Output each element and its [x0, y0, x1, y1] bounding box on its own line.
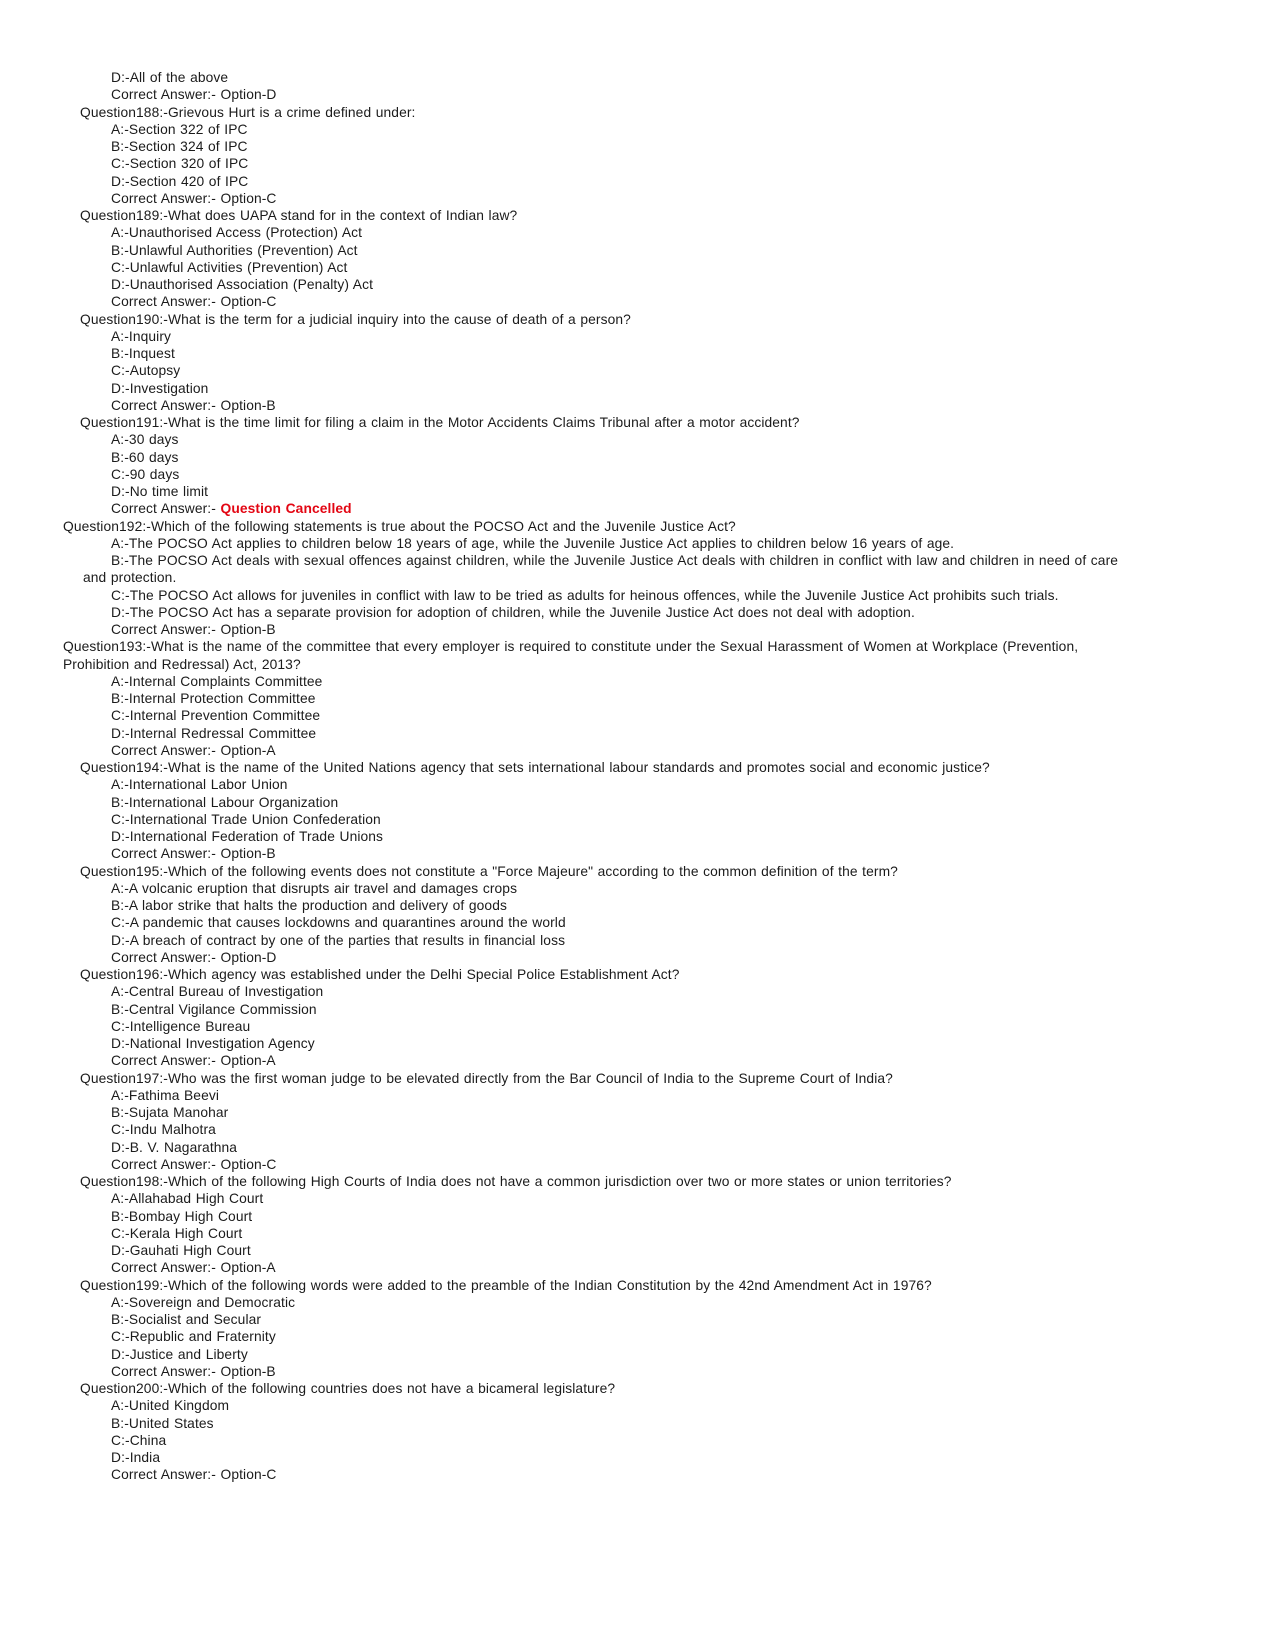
option-line: A:-Allahabad High Court — [111, 1191, 264, 1207]
option-line: C:-A pandemic that causes lockdowns and quarantines around the world — [111, 915, 566, 931]
answer-value: Option-B — [220, 1363, 276, 1379]
question-line: Question200:-Which of the following countries does not have a bicameral legislature? — [80, 1381, 616, 1396]
question-line: Question191:-What is the time limit for filing a claim in the Motor Accidents Claims Tribunal after a motor accident? — [80, 415, 800, 430]
option-line: B:-Sujata Manohar — [111, 1105, 229, 1120]
question-line: Prohibition and Redressal) Act, 2013? — [63, 656, 301, 672]
option-line: B:-United States — [111, 1415, 214, 1431]
answer-line — [0, 949, 1275, 966]
answer-label: Correct Answer:- — [111, 397, 216, 413]
option-line: D:-All of the above — [111, 70, 229, 85]
question-line: Question192:-Which of the following statements is true about the POCSO Act and the Juvenile Justice Act? — [63, 518, 736, 534]
option-line: D:-Section 420 of IPC — [111, 173, 249, 189]
answer-line — [0, 293, 1275, 310]
answer-value: Option-B — [220, 846, 276, 862]
option-line: C:-Indu Malhotra — [111, 1122, 216, 1138]
option-line: B:-International Labour Organization — [111, 794, 339, 810]
option-line: A:-Internal Complaints Committee — [111, 673, 323, 689]
question-line: Question197:-Who was the first woman judge to be elevated directly from the Bar Council of India to the Supreme Court of India? — [80, 1070, 893, 1086]
option-line: C:-China — [111, 1432, 167, 1448]
option-line: C:-Kerala High Court — [111, 1225, 243, 1241]
option-line: A:-Central Bureau of Investigation — [111, 984, 324, 1000]
answer-value: Option-C — [220, 1156, 277, 1172]
answer-label: Correct Answer:- — [111, 1467, 216, 1483]
answer-label: Correct Answer:- — [111, 1156, 216, 1172]
answer-label: Correct Answer:- — [111, 501, 216, 517]
option-line: A:-A volcanic eruption that disrupts air travel and damages crops — [111, 880, 518, 896]
option-line: C:-90 days — [111, 466, 180, 482]
answer-value: Option-C — [220, 1467, 277, 1483]
option-line: A:-Inquiry — [111, 328, 172, 344]
option-line: B:-Internal Protection Committee — [111, 691, 316, 706]
question-line: Question194:-What is the name of the United Nations agency that sets international labour standards and promotes social and economic justice? — [80, 760, 990, 775]
option-line: D:-International Federation of Trade Unions — [111, 829, 384, 844]
option-line: B:-Section 324 of IPC — [111, 139, 248, 154]
option-line: D:-No time limit — [111, 484, 209, 499]
option-line: C:-International Trade Union Confederation — [111, 811, 381, 827]
option-line: D:-A breach of contract by one of the parties that results in financial loss — [111, 932, 566, 948]
answer-label: Correct Answer:- — [111, 846, 216, 862]
option-line: B:-Bombay High Court — [111, 1208, 253, 1224]
answer-label: Correct Answer:- — [111, 742, 216, 758]
question-line: Question189:-What does UAPA stand for in the context of Indian law? — [80, 208, 518, 223]
option-line: A:-United Kingdom — [111, 1398, 230, 1414]
option-line: D:-B. V. Nagarathna — [111, 1139, 238, 1155]
answer-value: Option-C — [220, 190, 277, 206]
answer-line — [0, 500, 1275, 517]
cancelled-answer-value: Question Cancelled — [220, 501, 352, 517]
answer-label: Correct Answer:- — [111, 1363, 216, 1379]
option-line: B:-Central Vigilance Commission — [111, 1001, 317, 1017]
option-line: A:-Fathima Beevi — [111, 1087, 220, 1103]
answer-line — [0, 1363, 1275, 1380]
answer-line — [0, 190, 1275, 207]
option-line: A:-30 days — [111, 432, 179, 448]
option-line: D:-Unauthorised Association (Penalty) Act — [111, 277, 374, 292]
option-line: C:-Republic and Fraternity — [111, 1329, 276, 1345]
answer-label: Correct Answer:- — [111, 87, 216, 103]
answer-value: Option-B — [220, 622, 276, 637]
answer-line — [0, 397, 1275, 414]
option-line: C:-Intelligence Bureau — [111, 1018, 251, 1034]
answer-label: Correct Answer:- — [111, 1053, 216, 1069]
option-line: D:-National Investigation Agency — [111, 1036, 315, 1051]
answer-line — [0, 621, 1275, 638]
answer-line — [0, 845, 1275, 862]
option-line: B:-The POCSO Act deals with sexual offences against children, while the Juvenile Justice Act deals with children in conflict with law and children in need of care — [111, 553, 1119, 568]
answer-value: Option-D — [220, 87, 277, 103]
question-line: Question190:-What is the term for a judicial inquiry into the cause of death of a person? — [80, 311, 631, 327]
answer-value: Option-D — [220, 949, 277, 965]
option-line: B:-Inquest — [111, 346, 175, 361]
answer-line — [0, 1466, 1275, 1483]
answer-value: Option-A — [220, 742, 276, 758]
option-line: D:-The POCSO Act has a separate provision for adoption of children, while the Juvenile Justice Act does not deal with adoption. — [111, 604, 915, 620]
option-line: D:-Internal Redressal Committee — [111, 725, 317, 741]
answer-line — [0, 86, 1275, 103]
answer-line — [0, 1156, 1275, 1173]
option-line: D:-India — [111, 1450, 161, 1465]
option-line: C:-Internal Prevention Committee — [111, 708, 321, 724]
question-line: Question196:-Which agency was established under the Delhi Special Police Establishment Act? — [80, 967, 680, 982]
answer-value: Option-A — [220, 1053, 276, 1069]
option-line: B:-Unlawful Authorities (Prevention) Act — [111, 242, 358, 258]
option-line: A:-International Labor Union — [111, 777, 288, 793]
option-line: C:-Autopsy — [111, 363, 181, 379]
option-line: B:-60 days — [111, 449, 179, 465]
option-line: C:-The POCSO Act allows for juveniles in conflict with law to be tried as adults for heinous offences, while the Juvenile Justice Act prohibits such trials. — [111, 587, 1059, 603]
answer-value: Option-A — [220, 1260, 276, 1276]
option-line: and protection. — [83, 570, 177, 586]
answer-value: Option-B — [220, 397, 276, 413]
answer-line — [0, 742, 1275, 759]
option-line: A:-Sovereign and Democratic — [111, 1294, 296, 1310]
option-line: D:-Investigation — [111, 380, 209, 396]
option-line: B:-A labor strike that halts the production and delivery of goods — [111, 898, 507, 913]
answer-label: Correct Answer:- — [111, 1260, 216, 1276]
answer-label: Correct Answer:- — [111, 190, 216, 206]
option-line: C:-Unlawful Activities (Prevention) Act — [111, 259, 348, 275]
question-line: Question198:-Which of the following High Courts of India does not have a common jurisdiction over two or more states or union territories? — [80, 1174, 952, 1189]
answer-label: Correct Answer:- — [111, 622, 216, 637]
option-line: C:-Section 320 of IPC — [111, 156, 249, 172]
document-content — [0, 69, 1275, 1484]
option-line: A:-The POCSO Act applies to children below 18 years of age, while the Juvenile Justice Act applies to children below 16 years of age. — [111, 535, 955, 551]
question-line: Question193:-What is the name of the committee that every employer is required to constitute under the Sexual Harassment of Women at Workplace (Prevention, — [63, 639, 1079, 655]
answer-line — [0, 1052, 1275, 1069]
option-line: B:-Socialist and Secular — [111, 1312, 262, 1327]
answer-line — [0, 1259, 1275, 1276]
option-line: D:-Justice and Liberty — [111, 1346, 248, 1362]
question-line: Question199:-Which of the following words were added to the preamble of the Indian Constitution by the 42nd Amendment Act in 1976? — [80, 1277, 932, 1293]
answer-value: Option-C — [220, 294, 277, 310]
option-line: A:-Section 322 of IPC — [111, 121, 248, 137]
option-line: D:-Gauhati High Court — [111, 1243, 251, 1258]
option-line: A:-Unauthorised Access (Protection) Act — [111, 225, 363, 241]
answer-label: Correct Answer:- — [111, 949, 216, 965]
question-line: Question195:-Which of the following events does not constitute a "Force Majeure" according to the common definition of the term? — [80, 863, 898, 879]
answer-label: Correct Answer:- — [111, 294, 216, 310]
question-line: Question188:-Grievous Hurt is a crime defined under: — [80, 104, 416, 120]
